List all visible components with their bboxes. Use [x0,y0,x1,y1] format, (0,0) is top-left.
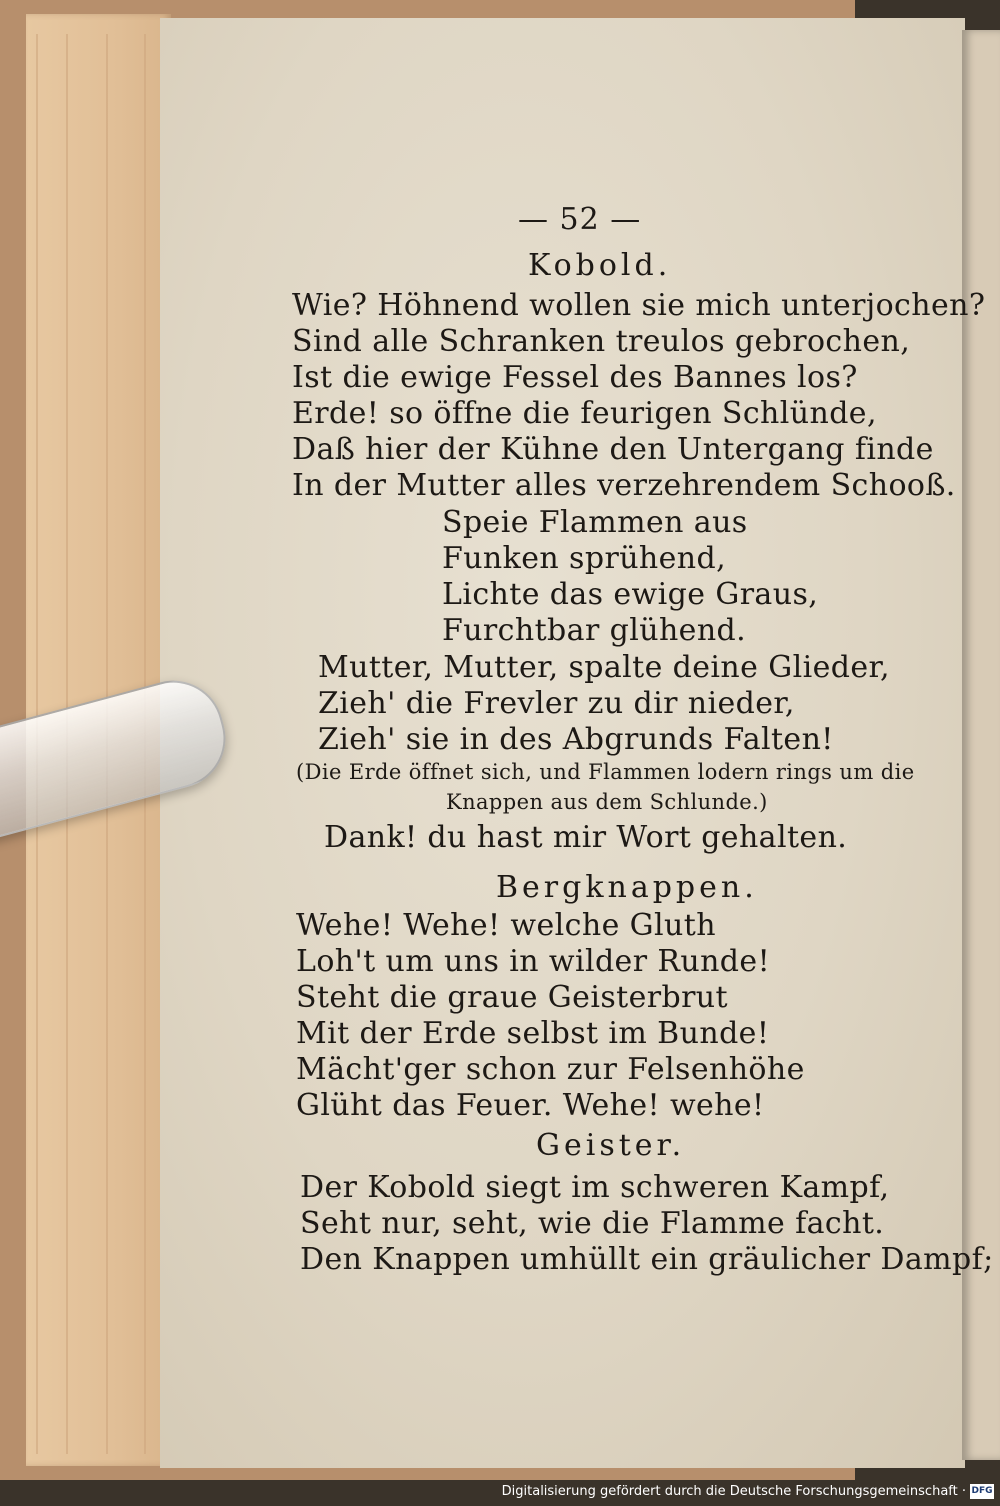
verse-line: Mutter, Mutter, spalte deine Glieder, [318,650,890,685]
verse-line: Ist die ewige Fessel des Bannes los? [292,360,858,395]
verse-line: Den Knappen umhüllt ein gräulicher Dampf; [300,1242,994,1277]
verse-line-indented: Funken sprühend, [442,541,727,576]
verse-line: Steht die graue Geisterbrut [296,980,728,1015]
speaker-heading-geister: Geister. [536,1128,686,1163]
verse-line-indented: Speie Flammen aus [442,505,748,540]
dfg-logo: DFG [970,1484,994,1499]
verse-line: Zieh' die Frevler zu dir nieder, [318,686,795,721]
page-number: — 52 — [518,202,642,237]
stage-direction: (Die Erde öffnet sich, und Flammen lodern rings um die [296,760,915,784]
verse-line: Zieh' sie in des Abgrunds Falten! [318,722,834,757]
verse-line: Wehe! Wehe! welche Gluth [296,908,716,943]
verse-line: Daß hier der Kühne den Untergang finde [292,432,934,467]
stage-direction: Knappen aus dem Schlunde.) [446,790,768,814]
verse-line: Mächt'ger schon zur Felsenhöhe [296,1052,805,1087]
verse-line: Mit der Erde selbst im Bunde! [296,1016,770,1051]
verse-line: Erde! so öffne die feurigen Schlünde, [292,396,877,431]
speaker-heading-bergknappen: Bergknappen. [496,870,758,905]
funding-credit: Digitalisierung gefördert durch die Deutsche Forschungsgemeinschaft · [501,1484,966,1499]
verse-line: Sind alle Schranken treulos gebrochen, [292,324,911,359]
verse-line: Dank! du hast mir Wort gehalten. [324,820,848,855]
verse-line: In der Mutter alles verzehrendem Schooß. [292,468,956,503]
verse-line: Seht nur, seht, wie die Flamme facht. [300,1206,885,1241]
verse-line: Der Kobold siegt im schweren Kampf, [300,1170,890,1205]
speaker-heading-kobold: Kobold. [528,248,672,283]
verse-line: Wie? Höhnend wollen sie mich unterjochen? [292,288,986,323]
verse-line: Loh't um uns in wilder Runde! [296,944,771,979]
verse-line-indented: Furchtbar glühend. [442,613,747,648]
verse-line-indented: Lichte das ewige Graus, [442,577,819,612]
verse-line: Glüht das Feuer. Wehe! wehe! [296,1088,765,1123]
